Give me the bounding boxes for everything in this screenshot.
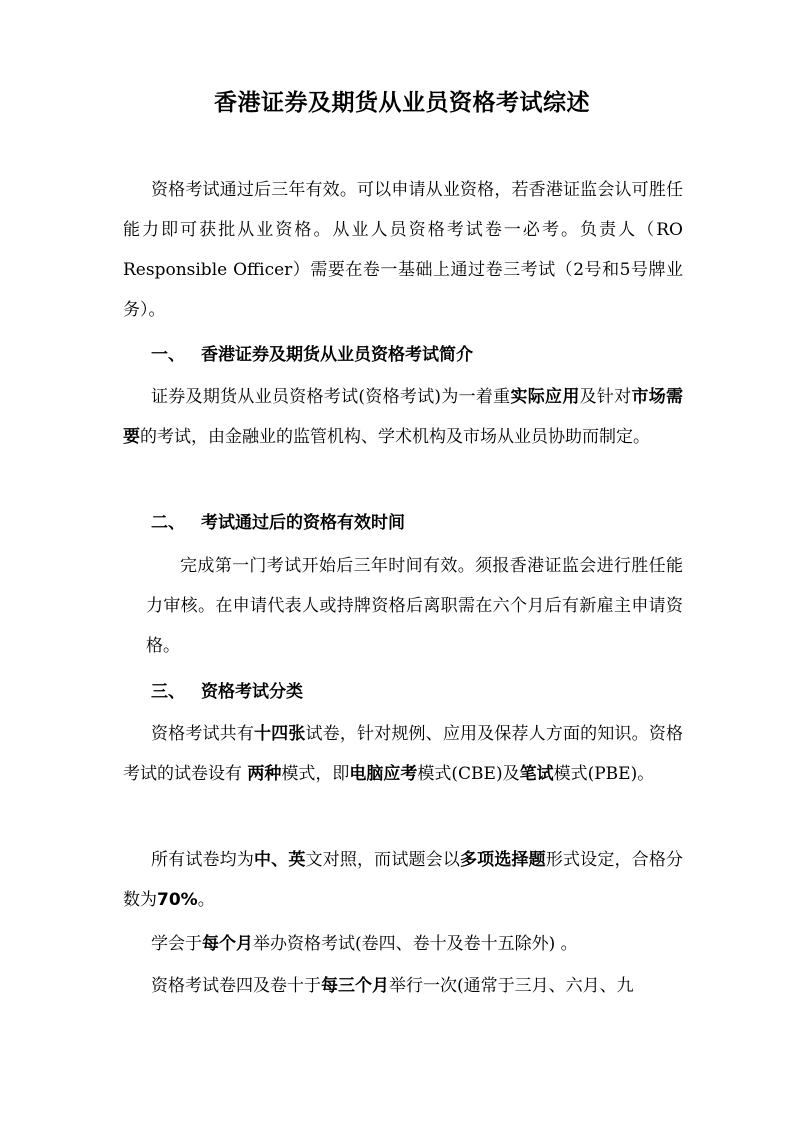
emphasis: 中、英 — [254, 850, 306, 870]
emphasis: 十四张 — [254, 724, 306, 744]
emphasis: 市场需要 — [123, 387, 684, 447]
emphasis: 70% — [157, 890, 198, 910]
emphasis: 电脑应考 — [349, 764, 418, 784]
section1-paragraph: 证券及期货从业员资格考试(资格考试)为一着重实际应用及针对市场需要的考试，由金融业的监管机构、学术机构及市场从业员协助而制定。 — [123, 387, 684, 447]
section-number: 二、 — [151, 513, 185, 533]
section3-paragraph-4: 资格考试卷四及卷十于每三个月举行一次(通常于三月、六月、九 — [151, 976, 634, 996]
emphasis: 两种 — [247, 764, 282, 784]
section-number: 三、 — [151, 682, 185, 702]
section3-paragraph-1: 资格考试共有十四张试卷，针对规例、应用及保荐人方面的知识。资格考试的试卷设有 两种模式，即电脑应考模式(CBE)及笔试模式(PBE)。 — [123, 724, 683, 784]
section-heading-1 — [151, 335, 691, 375]
section-title: 香港证券及期货从业员资格考试简介 — [201, 345, 473, 365]
emphasis: 每三个月 — [321, 976, 389, 996]
page-title: 香港证券及期货从业员资格考试综述 — [214, 90, 590, 116]
emphasis: 实际应用 — [510, 387, 580, 407]
section3-paragraph-3: 学会于每个月举办资格考试(卷四、卷十及卷十五除外) 。 — [151, 934, 578, 954]
section-title: 资格考试分类 — [201, 682, 303, 702]
section-title: 考试通过后的资格有效时间 — [201, 513, 405, 533]
section3-paragraph-2: 所有试卷均为中、英文对照，而试题会以多项选择题形式设定，合格分数为70%。 — [123, 850, 684, 910]
emphasis: 多项选择题 — [460, 850, 546, 870]
section-heading-3 — [151, 672, 691, 712]
emphasis: 每个月 — [202, 934, 253, 954]
section-heading-2 — [151, 503, 691, 543]
section2-paragraph: 完成第一门考试开始后三年时间有效。须报香港证监会进行胜任能力审核。在申请代表人或持牌资格后离职需在六个月后有新雇主申请资格。 — [146, 556, 683, 656]
emphasis: 笔试 — [519, 764, 554, 784]
section-number: 一、 — [151, 345, 185, 365]
intro-paragraph: 资格考试通过后三年有效。可以申请从业资格，若香港证监会认可胜任能力即可获批从业资格。从业人员资格考试卷一必考。负责人（RO Responsible Officer）需要在卷一基础上通过卷三考试（2号和5号牌业务）。 — [123, 180, 683, 320]
